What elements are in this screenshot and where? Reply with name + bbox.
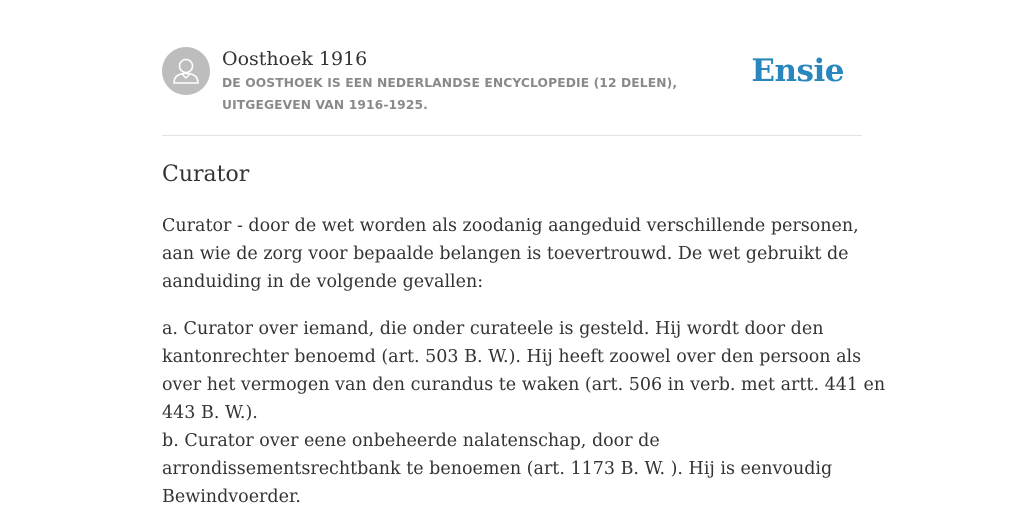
ensie-logo[interactable]: Ensie: [751, 53, 844, 89]
source-description: DE OOSTHOEK IS EEN NEDERLANDSE ENCYCLOPEDIE (12 DELEN), UITGEGEVEN VAN 1916-1925.: [222, 76, 678, 112]
entry-line: aan wie de zorg voor bepaalde belangen is toevertrouwd. De wet gebruikt de: [162, 244, 849, 264]
entry-line: kantonrechter benoemd (art. 503 B. W.). Hij heeft zoowel over den persoon als: [162, 347, 862, 367]
entry-line: over het vermogen van den curandus te waken (art. 506 in verb. met artt. 441 en: [162, 375, 886, 395]
entry-body: [162, 212, 886, 512]
entry-line: Curator - door de wet worden als zoodanig aangeduid verschillende personen,: [162, 216, 859, 236]
header-divider: [162, 135, 862, 136]
entry-cases: [162, 315, 886, 511]
source-header: [162, 47, 862, 135]
entry-intro: [162, 212, 862, 296]
entry-line: Bewindvoerder.: [162, 487, 301, 507]
entry-line: b. Curator over eene onbeheerde nalatenschap, door de: [162, 431, 660, 451]
avatar-silhouette: [162, 47, 210, 95]
entry-line: a. Curator over iemand, die onder curateele is gesteld. Hij wordt door den: [162, 319, 824, 339]
entry-line: arrondissementsrechtbank te benoemen (art. 1173 B. W. ). Hij is eenvoudig: [162, 459, 833, 479]
entry-line: 443 B. W.).: [162, 403, 258, 423]
entry-title: Curator: [162, 162, 250, 187]
user-avatar-icon[interactable]: [162, 47, 210, 95]
source-title[interactable]: Oosthoek 1916: [222, 48, 368, 70]
entry-line: aanduiding in de volgende gevallen:: [162, 272, 484, 292]
